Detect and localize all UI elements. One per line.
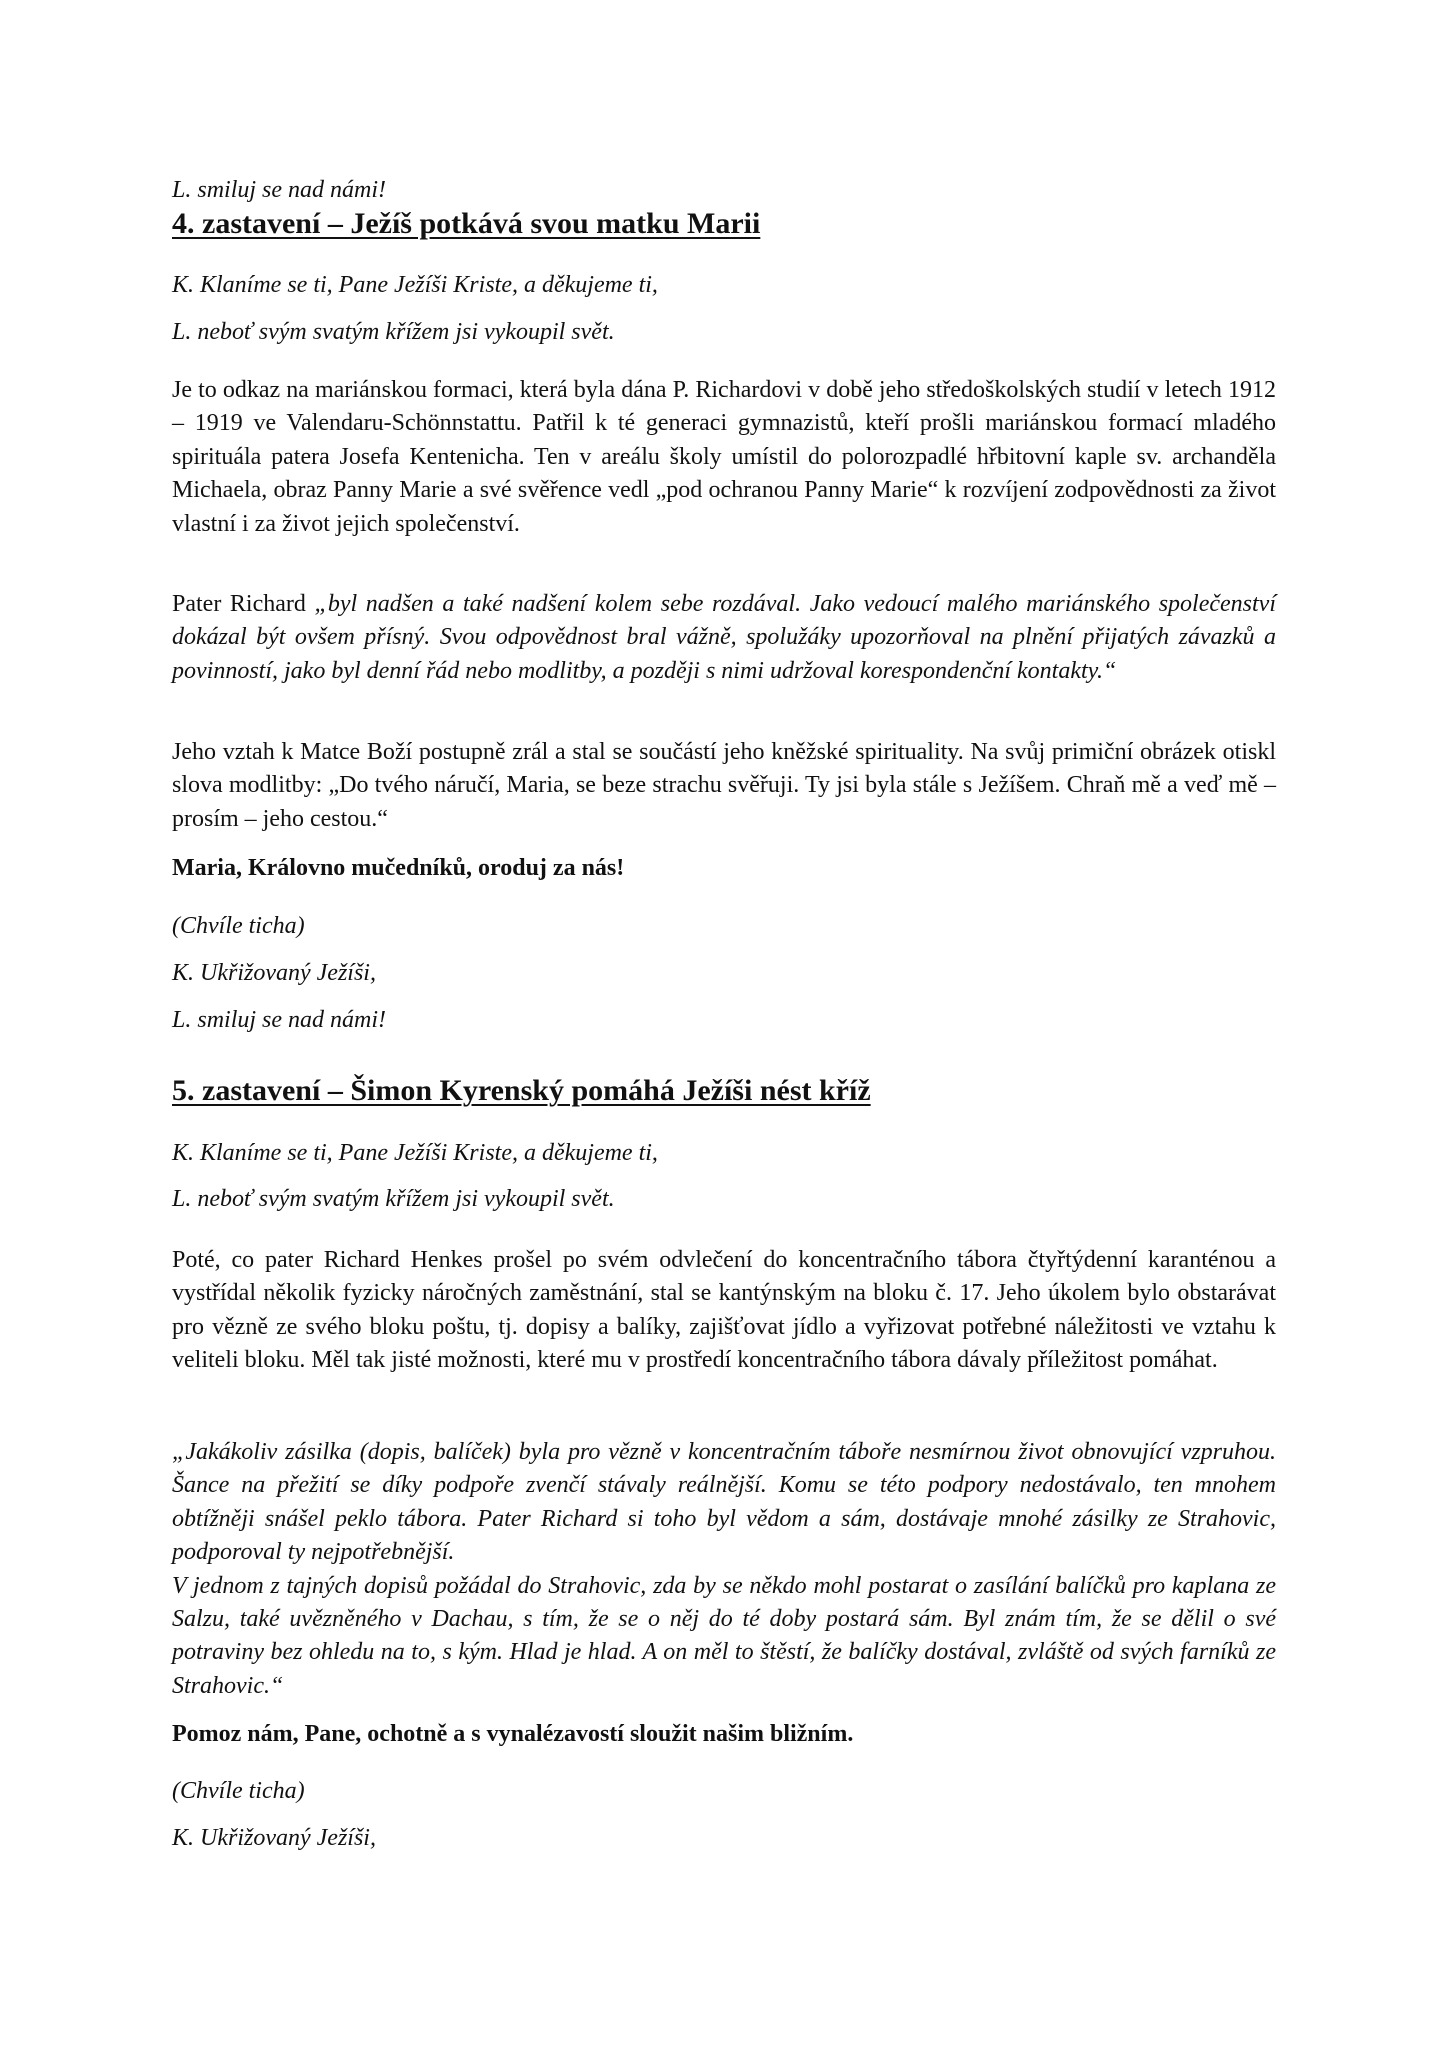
closing-versicle: K. Ukřižovaný Ježíši,	[172, 1825, 376, 1851]
paragraph-kantyna: Poté, co pater Richard Henkes prošel po svém odvlečení do koncentračního tábora čtyřtýdenní karanténou a vystřídal několik fyzicky náročných zaměstnání, stal se kantýnským na bloku č. 17. Jeho úkolem bylo obstarávat pro vězně ze svého bloku poštu, tj. dopisy a balíky, zajišťovat jídlo a vyřizovat potřebné náležitosti ve vztahu k veliteli bloku. Měl tak jisté možnosti, které mu v prostředí koncentračního tábora dávaly příležitost pomáhat.	[172, 1247, 1276, 1374]
paragraph-lead: Pater Richard	[172, 591, 315, 617]
paragraph-pater-richard	[172, 588, 1276, 688]
response-line: L. neboť svým svatým křížem jsi vykoupil svět.	[172, 319, 615, 345]
response-line: L. smiluj se nad námi!	[172, 177, 387, 203]
response-line: L. neboť svým svatým křížem jsi vykoupil svět.	[172, 1186, 615, 1212]
closing-versicle: K. Ukřižovaný Ježíši,	[172, 960, 376, 986]
prayer-line: Maria, Královno mučedníků, oroduj za nás!	[172, 855, 625, 881]
silence-note: (Chvíle ticha)	[172, 913, 305, 939]
prayer-line: Pomoz nám, Pane, ochotně a s vynalézavostí sloužit našim bližním.	[172, 1721, 854, 1747]
versicle-line: K. Klaníme se ti, Pane Ježíši Kriste, a děkujeme ti,	[172, 1140, 658, 1166]
station-5-heading: 5. zastavení – Šimon Kyrenský pomáhá Ježíši nést kříž	[172, 1074, 871, 1107]
paragraph-mother-of-god: Jeho vztah k Matce Boží postupně zrál a stal se součástí jeho kněžské spirituality. Na svůj primiční obrázek otiskl slova modlitby: „Do tvého náručí, Maria, se beze strachu svěřuji. Ty jsi byla stále s Ježíšem. Chraň mě a veď mě – prosím – jeho cestou.“	[172, 739, 1276, 832]
paragraph-marian-formation: Je to odkaz na mariánskou formaci, která byla dána P. Richardovi v době jeho středoškolských studií v letech 1912 – 1919 ve Valendaru-Schönnstattu. Patřil k té generaci gymnazistů, kteří prošli mariánskou formací mladého spirituála patera Josefa Kentenicha. Ten v areálu školy umístil do polorozpadlé hřbitovní kaple sv. archanděla Michaela, obraz Panny Marie a své svěřence vedl „pod ochranou Panny Marie“ k rozvíjení zodpovědnosti za život vlastní i za život jejich společenství.	[172, 377, 1276, 537]
closing-response: L. smiluj se nad námi!	[172, 1007, 387, 1033]
silence-note: (Chvíle ticha)	[172, 1778, 305, 1804]
versicle-line: K. Klaníme se ti, Pane Ježíši Kriste, a děkujeme ti,	[172, 272, 658, 298]
station-4-heading: 4. zastavení – Ježíš potkává svou matku Marii	[172, 207, 761, 240]
quote-paragraph: V jednom z tajných dopisů požádal do Strahovic, zda by se někdo mohl postarat o zasílání balíčků pro kaplana ze Salzu, také uvězněného v Dachau, s tím, že se o něj do té doby postará sám. Byl znám tím, že se dělil o své potraviny bez ohledu na to, s kým. Hlad je hlad. A on měl to štěstí, že balíčky dostával, zvláště od svých farníků ze Strahovic.“	[172, 1572, 1276, 1699]
paragraph-quote: „byl nadšen a také nadšení kolem sebe rozdával. Jako vedoucí malého mariánského společenství dokázal být ovšem přísný. Svou odpovědnost bral vážně, spolužáky upozorňoval na plnění přijatých závazků a povinností, jako byl denní řád nebo modlitby, a později s nimi udržoval korespondenční kontakty.“	[172, 591, 1276, 684]
quote-block	[172, 1436, 1276, 1703]
quote-paragraph: „Jakákoliv zásilka (dopis, balíček) byla pro vězně v koncentračním táboře nesmírnou život obnovující vzpruhou. Šance na přežití se díky podpoře zvenčí stávaly reálnější. Komu se této podpory nedostávalo, ten mnohem obtížněji snášel peklo tábora. Pater Richard si toho byl vědom a sám, dostávaje mnohé zásilky ze Strahovic, podporoval ty nejpotřebnější.	[172, 1439, 1276, 1566]
